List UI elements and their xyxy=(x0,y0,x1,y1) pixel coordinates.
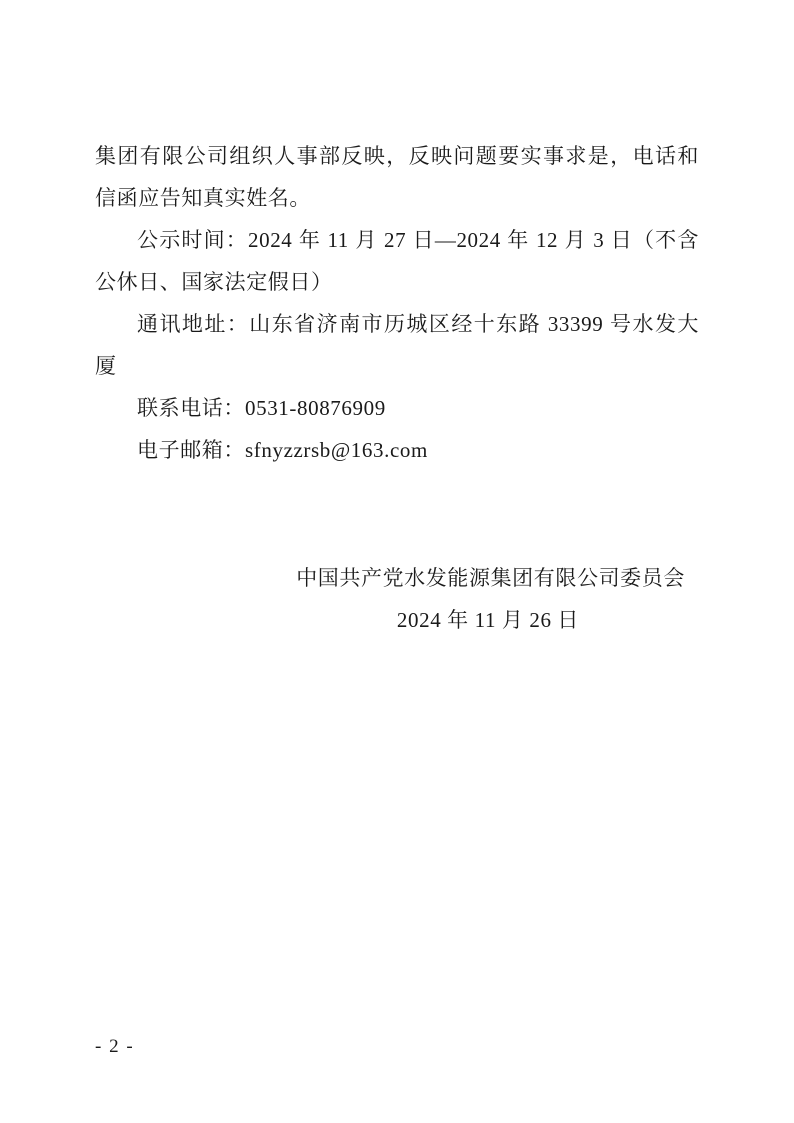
signature-date: 2024 年 11 月 26 日 xyxy=(396,608,579,632)
paragraph-email: 电子邮箱：sfnyzzrsb@163.com xyxy=(137,438,428,462)
page-number: - 2 - xyxy=(95,1036,135,1057)
signature-block xyxy=(95,557,699,641)
signature-organization: 中国共产党水发能源集团有限公司委员会 xyxy=(296,566,685,590)
paragraph-publicity-period: 公示时间：2024 年 11 月 27 日—2024 年 12 月 3 日（不含公休日、国家法定假日） xyxy=(95,228,699,294)
document-body xyxy=(95,135,699,471)
paragraph-continuation: 集团有限公司组织人事部反映，反映问题要实事求是，电话和信函应告知真实姓名。 xyxy=(95,144,699,210)
paragraph-contact-phone: 联系电话：0531-80876909 xyxy=(137,396,386,420)
paragraph-mailing-address: 通讯地址：山东省济南市历城区经十东路 33399 号水发大厦 xyxy=(95,312,699,378)
